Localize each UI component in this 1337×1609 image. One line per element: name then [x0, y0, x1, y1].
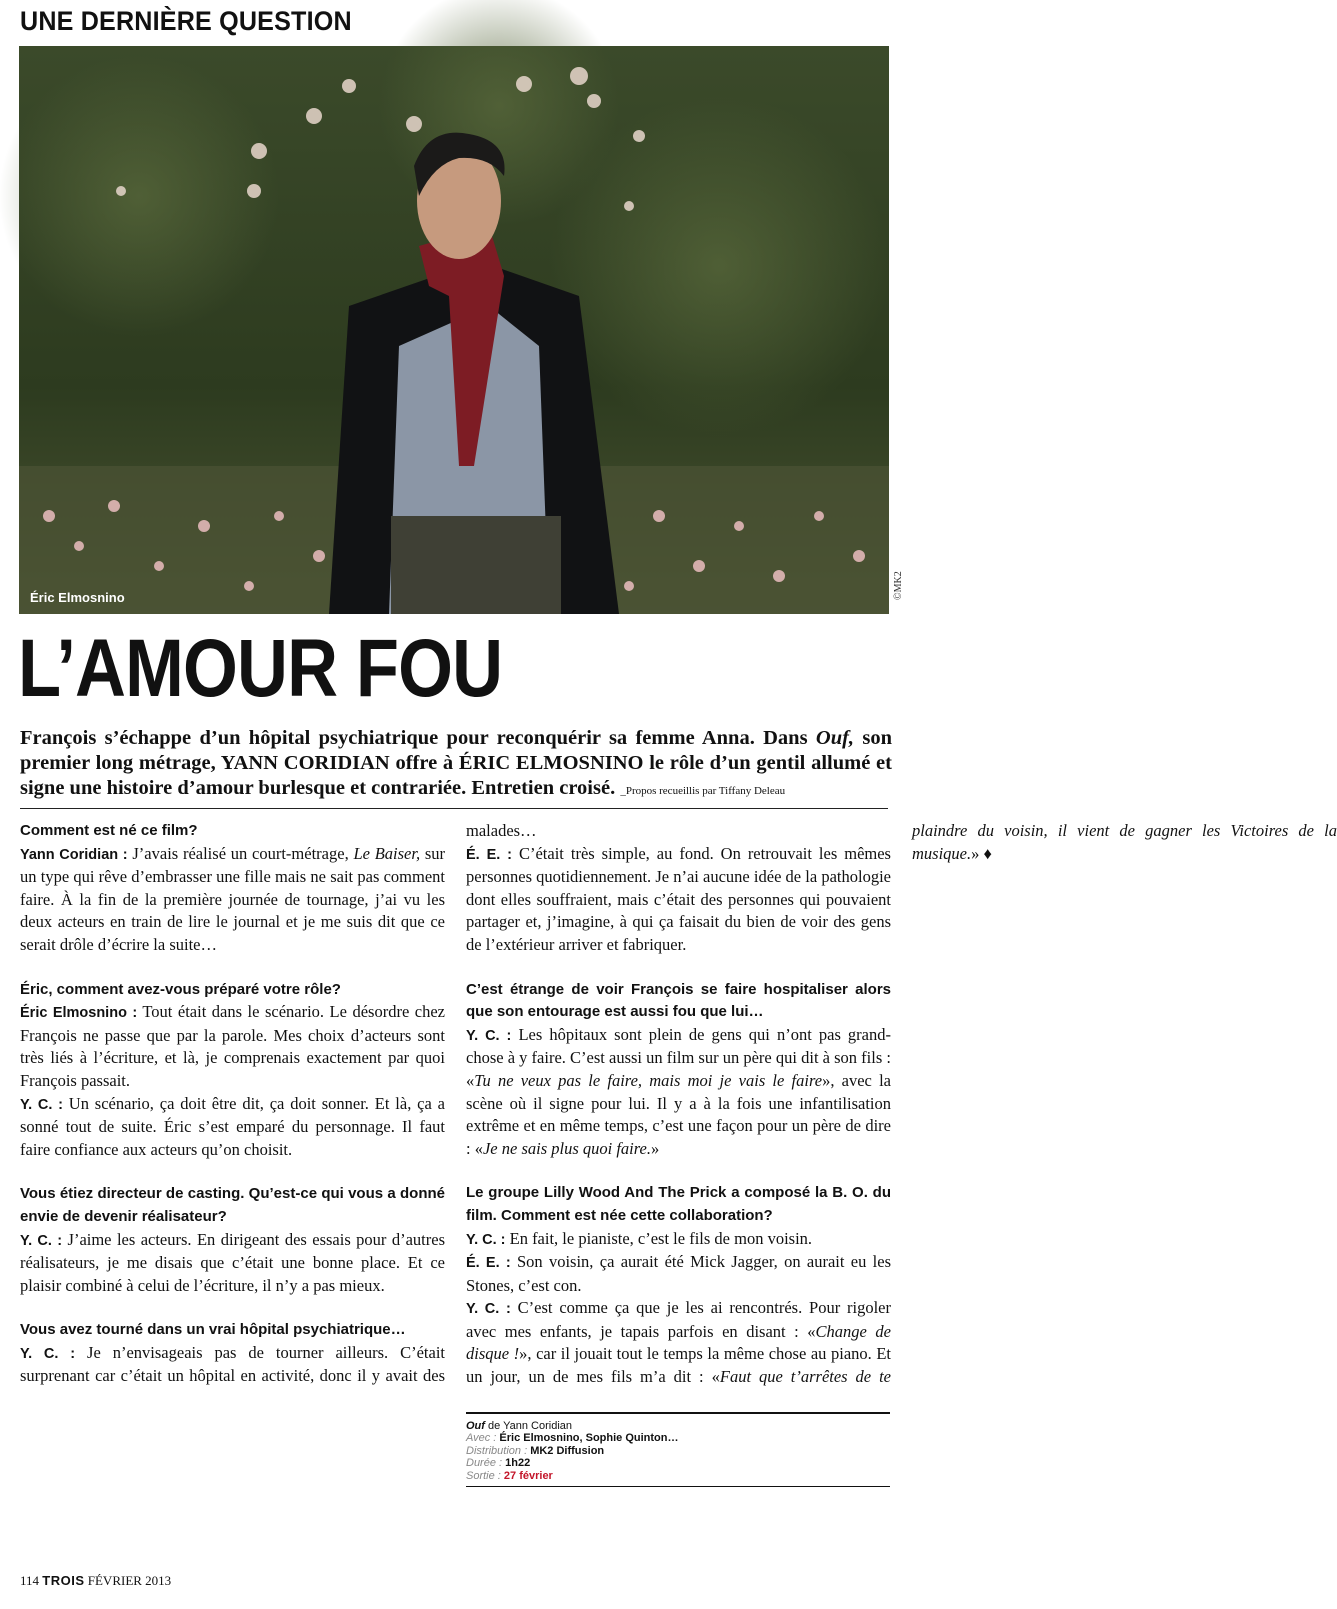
lede: François s’échappe d’un hôpital psychiatrique pour reconquérir sa femme Anna. Dans Ouf, son premier long métrage, YANN CORIDIAN offre à ÉRIC ELMOSNINO le rôle d’un gentil allumé et signe une histoire d’amour burlesque et contrariée. Entretien croisé. _Propos recueillis par Tiffany Deleau — [20, 727, 893, 799]
film-title: Ouf — [466, 1420, 485, 1432]
section-label: UNE DERNIÈRE QUESTION — [20, 6, 352, 36]
byline: _Propos recueillis par Tiffany Deleau — [620, 785, 786, 797]
answer: Y. C. : Je n’envisageais pas de tourner ailleurs. C’était surprenant car c’était un hôpital en activité, donc il y avait des malades… — [20, 821, 537, 1386]
question: Comment est né ce film? — [20, 822, 198, 839]
question: Le groupe Lilly Wood And The Prick a composé la B. O. du film. Comment est née cette collaboration? — [466, 1184, 891, 1224]
photo-caption: Éric Elmosnino — [30, 590, 125, 605]
portrait-photo — [19, 46, 889, 614]
answer: Yann Coridian : J’avais réalisé un court-métrage, Le Baiser, sur un type qui rêve d’embrasser une fille mais ne sait pas comment faire. À la fin de la première journée de tournage, j’ai vu les deux acteurs en train de lire le journal et je me suis dit que ce serait drôle d’écrire la suite… — [20, 843, 446, 954]
question: Vous avez tourné dans un vrai hôpital psychiatrique… — [20, 1321, 406, 1339]
answer: Y. C. : Un scénario, ça doit être dit, ça doit sonner. Et là, ça a sonné tout de suite. Éric s’est emparé du personnage. Il faut faire confiance aux acteurs qu’on choisit. — [20, 1093, 445, 1159]
divider — [20, 808, 888, 809]
film-info-box: Ouf de Yann Coridian Avec : Éric Elmosnino, Sophie Quinton… Distribution : MK2 Diffusion Durée : 1h22 Sortie : 27 février — [466, 1412, 890, 1487]
photo-credit: ©MK2 — [893, 571, 904, 600]
answer: Y. C. : C’est comme ça que je les ai rencontrés. Pour rigoler avec mes enfants, je tapais parfois en disant : «Change de disque !», car il jouait tout le temps la même chose au piano. Et un jour, un de mes fils m’a dit : «Faut que t’arrêtes de te plaindre du voisin, il vient de gagner les Victoires de la musique.» ♦ — [466, 821, 1337, 1387]
headline: L’AMOUR FOU — [18, 623, 503, 714]
magazine-logo: TROIS — [42, 1573, 85, 1588]
question: Vous étiez directeur de casting. Qu’est-ce qui vous a donné envie de devenir réalisateur? — [20, 1185, 445, 1225]
page-footer — [20, 1573, 171, 1589]
answer: Y. C. : Les hôpitaux sont plein de gens qui n’ont pas grand-chose à y faire. C’est aussi un film sur un père qui dit à son fils : «Tu ne veux pas le faire, mais moi je vais le faire», avec la scène où il signe pour lui. Il y a à la fois une infantilisation extrême et en même temps, c’est une façon pour un père de dire : «Je ne sais plus quoi faire.» — [466, 1024, 891, 1158]
answer: É. E. : C’était très simple, au fond. On retrouvait les mêmes personnes quotidiennement. Je n’ai aucune idée de la pathologie dont elles souffraient, mais c’était des personnes qui pouvaient partager et, j’imagine, à qui ça faisait du bien de voir des gens de l’extérieur arriver et fabriquer. — [466, 843, 891, 954]
answer: É. E. : Son voisin, ça aurait été Mick Jagger, on aurait eu les Stones, c’est con. — [466, 1252, 891, 1295]
column-left — [20, 820, 1337, 1410]
question: C’est étrange de voir François se faire hospitaliser alors que son entourage est aussi fou que lui… — [466, 980, 891, 1021]
page-number: 114 — [20, 1573, 40, 1588]
answer: Y. C. : En fait, le pianiste, c’est le fils de mon voisin. — [466, 1228, 813, 1248]
issue-date: FÉVRIER 2013 — [87, 1573, 172, 1588]
answer: Éric Elmosnino : Tout était dans le scénario. Le désordre chez François ne passe que par la parole. Mes choix d’acteurs sont très liés à l’écriture, et là, je comprenais exactement par quoi François passait. — [20, 1002, 445, 1090]
question: Éric, comment avez-vous préparé votre rôle? — [20, 980, 341, 998]
answer: Y. C. : J’aime les acteurs. En dirigeant des essais pour d’autres réalisateurs, je me disais que c’était une bonne place. Et ce plaisir combiné à celui de l’écriture, il n’y a pas mieux. — [20, 1229, 445, 1295]
